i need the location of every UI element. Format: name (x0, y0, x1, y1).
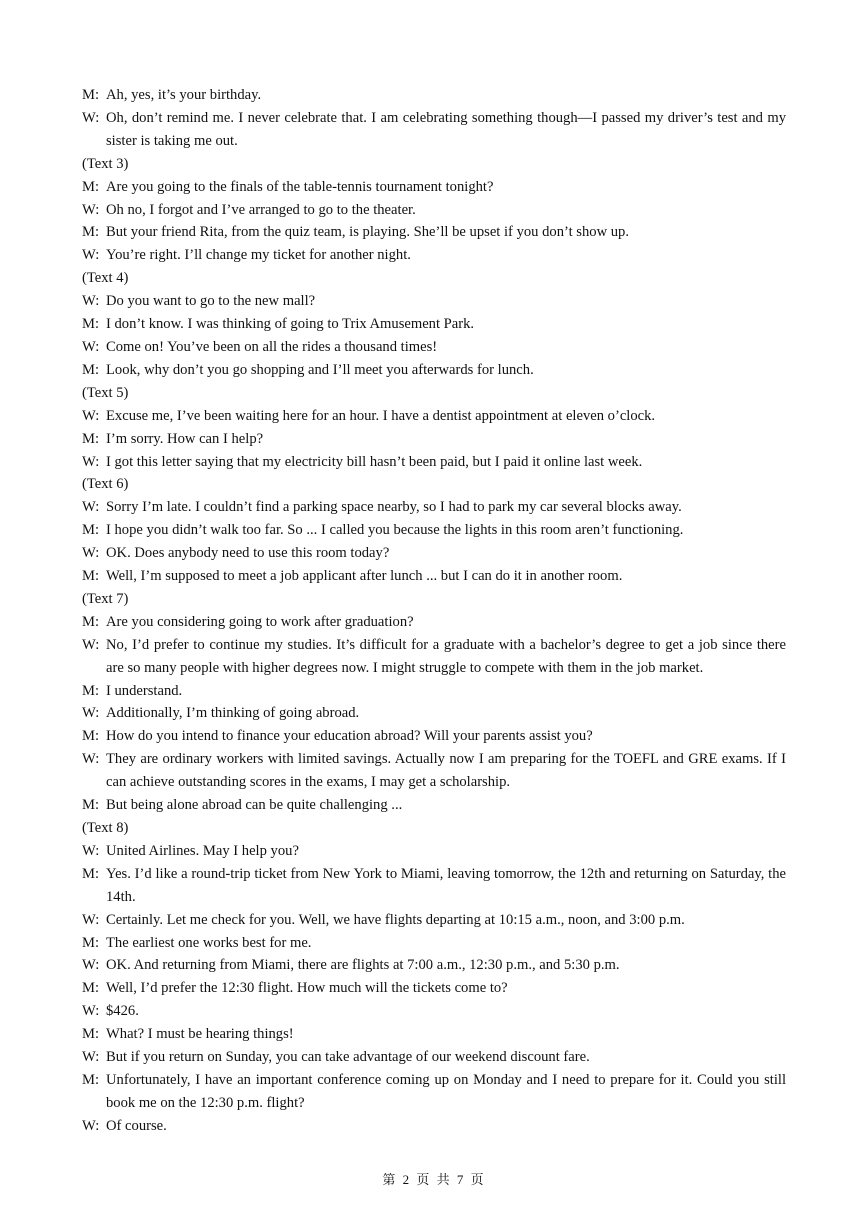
speaker-label: W: (82, 1003, 100, 1020)
speaker-label: M: (82, 865, 100, 882)
dialogue-line (82, 519, 786, 542)
speaker-label: M: (82, 728, 100, 745)
speaker-label: W: (82, 636, 100, 653)
speaker-label: W: (82, 338, 100, 355)
dialogue-line (82, 1000, 786, 1023)
speaker-label: W: (82, 1049, 100, 1066)
dialogue-line (82, 840, 786, 863)
dialogue-line (82, 199, 786, 222)
speaker-label: M: (82, 87, 100, 103)
utterance-text: Certainly. Let me check for you. Well, we have flights departing at 10:15 a.m., noon, and 3:00 p.m. (106, 911, 685, 928)
dialogue-line (82, 909, 786, 932)
speaker-label: W: (82, 545, 100, 562)
utterance-text: OK. And returning from Miami, there are flights at 7:00 a.m., 12:30 p.m., and 5:30 p.m. (106, 957, 620, 974)
speaker-label: W: (82, 1117, 100, 1134)
section-heading: (Text 8) (82, 820, 129, 836)
speaker-label: M: (82, 178, 100, 195)
utterance-text: Come on! You’ve been on all the rides a thousand times! (106, 338, 438, 355)
utterance-text: The earliest one works best for me. (106, 934, 312, 951)
utterance-text: But if you return on Sunday, you can take advantage of our weekend discount fare. (106, 1049, 590, 1066)
utterance-text: Yes. I’d like a round-trip ticket from New York to Miami, leaving tomorrow, the 12th and returning on Saturday, the 14th. (106, 865, 786, 905)
speaker-label: M: (82, 980, 100, 997)
page-footer: 第 2 页 共 7 页 (382, 1172, 486, 1187)
section-heading: (Text 6) (82, 476, 129, 493)
utterance-text: Of course. (106, 1117, 167, 1134)
dialogue-line (82, 863, 786, 909)
dialogue-line (82, 794, 786, 817)
speaker-label: W: (82, 957, 100, 974)
dialogue-line (82, 1046, 786, 1069)
speaker-label: W: (82, 247, 100, 264)
speaker-label: W: (82, 453, 100, 470)
speaker-label: M: (82, 797, 100, 814)
utterance-text: Ah, yes, it’s your birthday. (106, 87, 262, 103)
speaker-label: M: (82, 1071, 100, 1088)
utterance-text: I got this letter saying that my electricity bill hasn’t been paid, but I paid it online last week. (106, 453, 643, 470)
utterance-text: Oh no, I forgot and I’ve arranged to go to the theater. (106, 201, 416, 218)
speaker-label: M: (82, 316, 100, 333)
utterance-text: You’re right. I’ll change my ticket for another night. (106, 247, 411, 264)
dialogue-line (82, 611, 786, 634)
dialogue-line (82, 176, 786, 199)
dialogue-line (82, 680, 786, 703)
dialogue-line (82, 84, 786, 107)
dialogue-line (82, 702, 786, 725)
utterance-text: Do you want to go to the new mall? (106, 293, 316, 310)
utterance-text: United Airlines. May I help you? (106, 842, 299, 859)
transcript (82, 84, 786, 1138)
speaker-label: W: (82, 705, 100, 722)
utterance-text: Unfortunately, I have an important conference coming up on Monday and I need to prepare for it. Could you still book me on the 12:30 p.m. flight? (106, 1071, 786, 1111)
speaker-label: M: (82, 613, 100, 630)
speaker-label: W: (82, 911, 100, 928)
speaker-label: W: (82, 109, 100, 126)
dialogue-line (82, 1115, 786, 1138)
speaker-label: M: (82, 934, 100, 951)
dialogue-line (82, 107, 786, 153)
speaker-label: M: (82, 568, 100, 585)
dialogue-line (82, 428, 786, 451)
utterance-text: I don’t know. I was thinking of going to Trix Amusement Park. (106, 316, 475, 333)
section-heading: (Text 5) (82, 384, 129, 401)
speaker-label: W: (82, 201, 100, 218)
section-heading: (Text 4) (82, 270, 129, 287)
dialogue-line (82, 725, 786, 748)
speaker-label: M: (82, 682, 100, 699)
section-heading: (Text 3) (82, 155, 129, 172)
utterance-text: I hope you didn’t walk too far. So ... I called you because the lights in this room aren’t functioning. (106, 522, 684, 539)
utterance-text: I’m sorry. How can I help? (106, 430, 264, 447)
utterance-text: No, I’d prefer to continue my studies. It’s difficult for a graduate with a bachelor’s degree to get a job since there are so many people with higher degrees now. I might struggle to compete with them in the job market. (106, 636, 786, 676)
utterance-text: Excuse me, I’ve been waiting here for an hour. I have a dentist appointment at eleven o’clock. (106, 407, 656, 424)
utterance-text: What? I must be hearing things! (106, 1026, 294, 1043)
dialogue-line (82, 313, 786, 336)
dialogue-line (82, 496, 786, 519)
speaker-label: M: (82, 430, 100, 447)
dialogue-line (82, 565, 786, 588)
speaker-label: M: (82, 522, 100, 539)
dialogue-line (82, 336, 786, 359)
utterance-text: They are ordinary workers with limited savings. Actually now I am preparing for the TOEFL and GRE exams. If I can achieve outstanding scores in the exams, I may get a scholarship. (106, 751, 786, 791)
dialogue-line (82, 1023, 786, 1046)
utterance-text: Well, I’d prefer the 12:30 flight. How much will the tickets come to? (106, 980, 508, 997)
dialogue-line (82, 954, 786, 977)
speaker-label: M: (82, 224, 100, 241)
speaker-label: W: (82, 842, 100, 859)
dialogue-line (82, 634, 786, 680)
utterance-text: OK. Does anybody need to use this room today? (106, 545, 390, 562)
speaker-label: W: (82, 499, 100, 516)
dialogue-line (82, 977, 786, 1000)
dialogue-line (82, 932, 786, 955)
dialogue-line (82, 359, 786, 382)
utterance-text: Are you considering going to work after graduation? (106, 613, 414, 630)
dialogue-line (82, 290, 786, 313)
utterance-text: Well, I’m supposed to meet a job applicant after lunch ... but I can do it in another room. (106, 568, 623, 585)
utterance-text: $426. (106, 1003, 139, 1020)
utterance-text: Oh, don’t remind me. I never celebrate that. I am celebrating something though—I passed my driver’s test and my sister is taking me out. (106, 109, 786, 149)
utterance-text: I understand. (106, 682, 183, 699)
section-heading: (Text 7) (82, 590, 129, 607)
dialogue-line (82, 1069, 786, 1115)
dialogue-line (82, 221, 786, 244)
dialogue-line (82, 244, 786, 267)
dialogue-line (82, 405, 786, 428)
utterance-text: How do you intend to finance your education abroad? Will your parents assist you? (106, 728, 593, 745)
utterance-text: But your friend Rita, from the quiz team, is playing. She’ll be upset if you don’t show up. (106, 224, 630, 241)
dialogue-line (82, 748, 786, 794)
speaker-label: W: (82, 407, 100, 424)
utterance-text: Are you going to the finals of the table-tennis tournament tonight? (106, 178, 494, 195)
utterance-text: Look, why don’t you go shopping and I’ll meet you afterwards for lunch. (106, 361, 534, 378)
dialogue-line (82, 542, 786, 565)
utterance-text: Sorry I’m late. I couldn’t find a parking space nearby, so I had to park my car several blocks away. (106, 499, 682, 516)
speaker-label: M: (82, 1026, 100, 1043)
speaker-label: W: (82, 293, 100, 310)
speaker-label: W: (82, 751, 100, 768)
dialogue-line (82, 451, 786, 474)
speaker-label: M: (82, 361, 100, 378)
utterance-text: Additionally, I’m thinking of going abroad. (106, 705, 360, 722)
utterance-text: But being alone abroad can be quite challenging ... (106, 797, 403, 814)
